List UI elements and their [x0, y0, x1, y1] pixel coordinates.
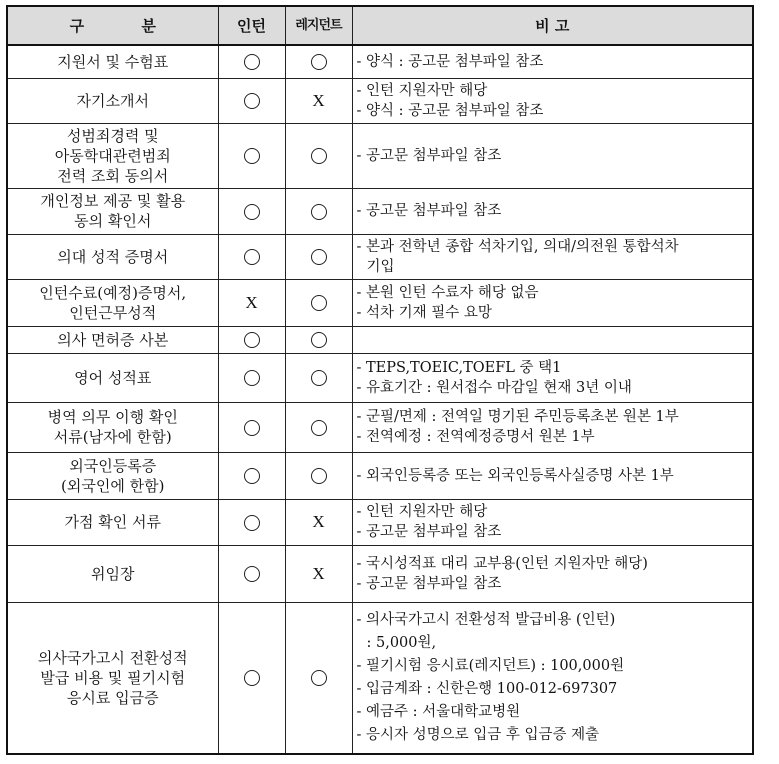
remark-line: - 외국인등록증 또는 외국인등록사실증명 사본 1부	[356, 467, 674, 484]
document-name-cell	[7, 499, 218, 545]
table-row	[7, 234, 753, 279]
document-name: 지원서 및 수험표	[57, 52, 169, 71]
table-row	[7, 78, 753, 123]
table-row	[7, 279, 753, 326]
intern-mark-cell	[218, 499, 285, 545]
circle-mark-icon	[311, 295, 327, 311]
table-header-row	[7, 6, 753, 45]
remark-line: - 예금주 : 서울대학교병원	[356, 703, 521, 720]
remark-line: - 공고문 첨부파일 참조	[356, 203, 502, 219]
resident-mark-cell	[285, 545, 352, 602]
document-name: 인턴근무성적	[69, 303, 157, 322]
remarks-cell	[352, 234, 753, 279]
table-row	[7, 545, 753, 602]
remark-line: - 양식 : 공고문 첨부파일 참조	[356, 102, 544, 119]
document-name: 서류(남자에 한함)	[53, 428, 172, 446]
circle-mark-icon	[244, 370, 260, 386]
remarks-cell	[352, 326, 753, 353]
circle-mark-icon	[244, 54, 260, 70]
remark-line: - 공고문 첨부파일 참조	[356, 575, 502, 592]
remark-line: - 인턴 지원자만 해당	[356, 82, 488, 99]
circle-mark-icon	[311, 468, 327, 484]
circle-mark-icon	[244, 148, 260, 164]
resident-mark-cell	[285, 452, 352, 499]
intern-mark-cell	[218, 45, 285, 78]
table-row	[7, 452, 753, 499]
document-name: 위임장	[91, 564, 135, 583]
circle-mark-icon	[244, 670, 260, 686]
document-name-cell	[7, 545, 218, 602]
table-row	[7, 353, 753, 402]
resident-mark-cell	[285, 499, 352, 545]
resident-mark-cell	[285, 353, 352, 402]
remarks-cell	[352, 353, 753, 402]
document-name: 외국인등록증	[69, 456, 157, 475]
circle-mark-icon	[311, 148, 327, 164]
document-name: 의대 성적 증명서	[57, 247, 169, 266]
resident-mark-cell	[285, 402, 352, 452]
table-row	[7, 402, 753, 452]
document-name: 성범죄경력 및	[66, 126, 159, 145]
remark-line: - 본원 인턴 수료자 해당 없음	[356, 284, 539, 301]
intern-mark-cell	[218, 279, 285, 326]
intern-mark-cell	[218, 602, 285, 754]
remarks-cell	[352, 545, 753, 602]
resident-mark-cell	[285, 234, 352, 279]
resident-mark-cell	[285, 279, 352, 326]
table-row	[7, 123, 753, 188]
header-category: 구 분	[7, 6, 218, 45]
document-name-cell	[7, 326, 218, 353]
remarks-cell	[352, 452, 753, 499]
circle-mark-icon	[311, 370, 327, 386]
x-mark: X	[312, 512, 325, 531]
document-name: 의사국가고시 전환성적	[37, 648, 188, 667]
circle-mark-icon	[244, 420, 260, 436]
header-intern: 인턴	[218, 6, 285, 45]
intern-mark-cell	[218, 234, 285, 279]
resident-mark-cell	[285, 326, 352, 353]
document-name-cell	[7, 452, 218, 499]
intern-mark-cell	[218, 123, 285, 188]
intern-mark-cell	[218, 78, 285, 123]
remark-line: - 공고문 첨부파일 참조	[356, 147, 502, 164]
remark-line: - 양식 : 공고문 첨부파일 참조	[356, 53, 544, 70]
circle-mark-icon	[244, 332, 260, 348]
circle-mark-icon	[311, 54, 327, 70]
document-name: 의사 면허증 사본	[57, 330, 169, 349]
document-name: 동의 확인서	[74, 212, 152, 230]
remark-line: - 국시성적표 대리 교부용(인턴 지원자만 해당)	[356, 555, 648, 572]
intern-mark-cell	[218, 402, 285, 452]
remarks-cell	[352, 602, 753, 754]
remarks-cell	[352, 78, 753, 123]
remarks-cell	[352, 402, 753, 452]
table-row	[7, 499, 753, 545]
document-name: 인턴수료(예정)증명서,	[39, 283, 187, 302]
remarks-cell	[352, 188, 753, 234]
table-row	[7, 602, 753, 754]
x-mark: X	[312, 90, 325, 110]
document-name: 전력 조회 동의서	[57, 166, 169, 185]
remark-line: - 군필/면제 : 전역일 명기된 주민등록초본 원본 1부	[356, 409, 679, 425]
document-name: 개인정보 제공 및 활용	[40, 192, 186, 210]
remark-line: - 필기시험 응시료(레지던트) : 100,000원	[356, 657, 625, 674]
document-name-cell	[7, 402, 218, 452]
table-row	[7, 45, 753, 78]
remark-line: - 입금계좌 : 신한은행 100-012-697307	[356, 680, 618, 697]
circle-mark-icon	[244, 566, 260, 582]
circle-mark-icon	[311, 670, 327, 686]
table-row	[7, 326, 753, 353]
circle-mark-icon	[244, 468, 260, 484]
header-resident: 레지던트	[285, 6, 352, 45]
resident-mark-cell	[285, 45, 352, 78]
resident-mark-cell	[285, 123, 352, 188]
remark-line: : 5,000원,	[366, 634, 437, 651]
remark-line: - 유효기간 : 원서접수 마감일 현재 3년 이내	[356, 379, 632, 396]
document-name: 응시료 입금증	[66, 688, 159, 707]
document-name-cell	[7, 602, 218, 754]
remark-line: - 석차 기재 필수 요망	[356, 304, 492, 321]
circle-mark-icon	[311, 204, 327, 220]
circle-mark-icon	[244, 204, 260, 220]
document-name: 가점 확인 서류	[64, 513, 161, 531]
resident-mark-cell	[285, 188, 352, 234]
remark-line: - 인턴 지원자만 해당	[356, 504, 488, 520]
remarks-cell	[352, 45, 753, 78]
remark-line: - 공고문 첨부파일 참조	[356, 524, 502, 540]
document-name: 자기소개서	[76, 91, 149, 110]
circle-mark-icon	[244, 515, 260, 531]
remark-line: 기입	[366, 258, 395, 275]
intern-mark-cell	[218, 545, 285, 602]
remark-line: - 전역예정 : 전역예정증명서 원본 1부	[356, 429, 595, 445]
document-name: 병역 의무 이행 확인	[47, 408, 178, 426]
circle-mark-icon	[244, 249, 260, 265]
document-name-cell	[7, 123, 218, 188]
document-name-cell	[7, 234, 218, 279]
circle-mark-icon	[311, 420, 327, 436]
resident-mark-cell	[285, 78, 352, 123]
x-mark: X	[312, 563, 325, 583]
intern-mark-cell	[218, 188, 285, 234]
intern-mark-cell	[218, 353, 285, 402]
document-name: 영어 성적표	[74, 368, 152, 387]
document-name-cell	[7, 353, 218, 402]
remark-line: - TEPS,TOEIC,TOEFL 중 택1	[356, 359, 562, 376]
intern-mark-cell	[218, 326, 285, 353]
header-remarks: 비 고	[352, 6, 753, 45]
circle-mark-icon	[311, 332, 327, 348]
intern-mark-cell	[218, 452, 285, 499]
remarks-cell	[352, 279, 753, 326]
table-row	[7, 188, 753, 234]
remarks-cell	[352, 123, 753, 188]
document-name-cell	[7, 78, 218, 123]
circle-mark-icon	[311, 249, 327, 265]
x-mark: X	[245, 292, 258, 312]
remark-line: - 본과 전학년 종합 석차기입, 의대/의전원 통합석차	[356, 238, 679, 255]
remarks-cell	[352, 499, 753, 545]
document-requirements-table	[6, 5, 754, 755]
document-name: (외국인에 한함)	[61, 476, 165, 495]
document-name: 아동학대관련범죄	[54, 146, 171, 165]
circle-mark-icon	[244, 93, 260, 109]
document-name-cell	[7, 188, 218, 234]
document-name: 발급 비용 및 필기시험	[40, 668, 186, 687]
remark-line: - 의사국가고시 전환성적 발급비용 (인턴)	[356, 611, 616, 628]
remark-line: - 응시자 성명으로 입금 후 입금증 제출	[356, 726, 600, 743]
document-name-cell	[7, 279, 218, 326]
document-name-cell	[7, 45, 218, 78]
resident-mark-cell	[285, 602, 352, 754]
